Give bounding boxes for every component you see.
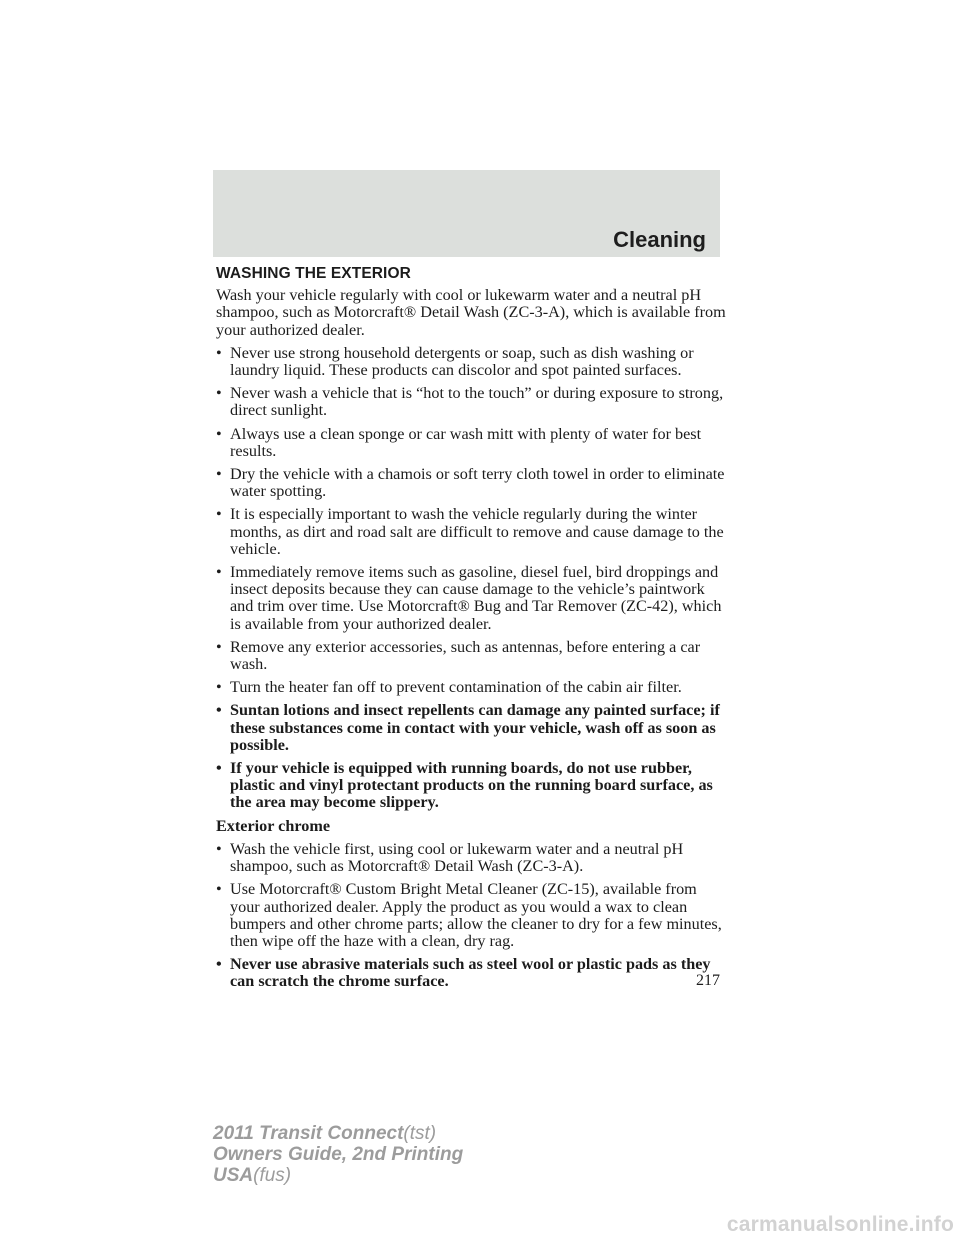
page-number: 217 <box>696 972 720 989</box>
bullet-icon: • <box>216 678 222 697</box>
footer-model-code: (tst) <box>403 1123 437 1144</box>
bullet-icon: • <box>216 343 222 362</box>
document-footer <box>213 1123 463 1186</box>
subsection-heading: Exterior chrome <box>216 816 331 835</box>
list-item: • Wash the vehicle first, using cool or lukewarm water and a neutral pH shampoo, such as Motorcraft® Detail Wash (ZC-3-A). <box>216 839 684 876</box>
bullet-icon: • <box>216 701 222 720</box>
washing-bullet-list <box>216 345 726 812</box>
site-watermark: carmanualsonline.info <box>726 1213 954 1236</box>
section-header-band <box>213 170 720 257</box>
chrome-bullet-list <box>216 841 726 991</box>
bullet-icon: • <box>216 465 222 484</box>
footer-market-code: (fus) <box>253 1165 292 1186</box>
bullet-icon: • <box>216 637 222 656</box>
intro-paragraph: Wash your vehicle regularly with cool or lukewarm water and a neutral pH shampoo, such as Motorcraft® Detail Wash (ZC-3-A), which is available from your authorized dealer. <box>216 286 726 339</box>
bullet-icon: • <box>216 384 222 403</box>
bullet-icon: • <box>216 424 222 443</box>
list-item: • Always use a clean sponge or car wash mitt with plenty of water for best results. <box>216 424 702 460</box>
list-item: • Dry the vehicle with a chamois or soft terry cloth towel in order to eliminate water spotting. <box>216 465 725 501</box>
section-heading: WASHING THE EXTERIOR <box>216 265 411 282</box>
warning-list-item: • If your vehicle is equipped with running boards, do not use rubber, plastic and vinyl protectant products on the running board surface, as the area may become slippery. <box>216 759 713 812</box>
list-item: • It is especially important to wash the vehicle regularly during the winter months, as dirt and road salt are difficult to remove and cause damage to the vehicle. <box>216 505 724 558</box>
bullet-icon: • <box>216 955 222 974</box>
list-item: • Remove any exterior accessories, such as antennas, before entering a car wash. <box>216 637 701 674</box>
warning-list-item: • Suntan lotions and insect repellents can damage any painted surface; if these substances come in contact with your vehicle, wash off as soon as possible. <box>216 701 720 754</box>
list-item: • Immediately remove items such as gasoline, diesel fuel, bird droppings and insect deposits because they can cause damage to the vehicle’s paintwork and trim over time. Use Motorcraft® Bug and Tar Remover (ZC-42), which is available from your authorized dealer. <box>216 563 722 633</box>
page-content <box>216 265 726 997</box>
bullet-icon: • <box>216 563 222 582</box>
bullet-icon: • <box>216 759 222 778</box>
bullet-icon: • <box>216 880 222 899</box>
bullet-icon: • <box>216 505 222 524</box>
list-item: • Turn the heater fan off to prevent contamination of the cabin air filter. <box>216 678 682 697</box>
footer-model: 2011 Transit Connect <box>213 1123 404 1144</box>
list-item: • Use Motorcraft® Custom Bright Metal Cleaner (ZC-15), available from your authorized dealer. Apply the product as you would a wax to clean bumpers and other chrome parts; allow the cleaner to dry for a few minutes, then wipe off the haze with a clean, dry rag. <box>216 880 722 950</box>
warning-list-item: • Never use abrasive materials such as steel wool or plastic pads as they can scratch the chrome surface. <box>216 955 711 991</box>
bullet-icon: • <box>216 839 222 858</box>
list-item: • Never use strong household detergents or soap, such as dish washing or laundry liquid. These products can discolor and spot painted surfaces. <box>216 343 694 380</box>
footer-edition: Owners Guide, 2nd Printing <box>213 1144 464 1165</box>
list-item: • Never wash a vehicle that is “hot to the touch” or during exposure to strong, direct sunlight. <box>216 384 724 420</box>
section-title: Cleaning <box>613 227 706 252</box>
footer-market: USA <box>213 1165 254 1186</box>
